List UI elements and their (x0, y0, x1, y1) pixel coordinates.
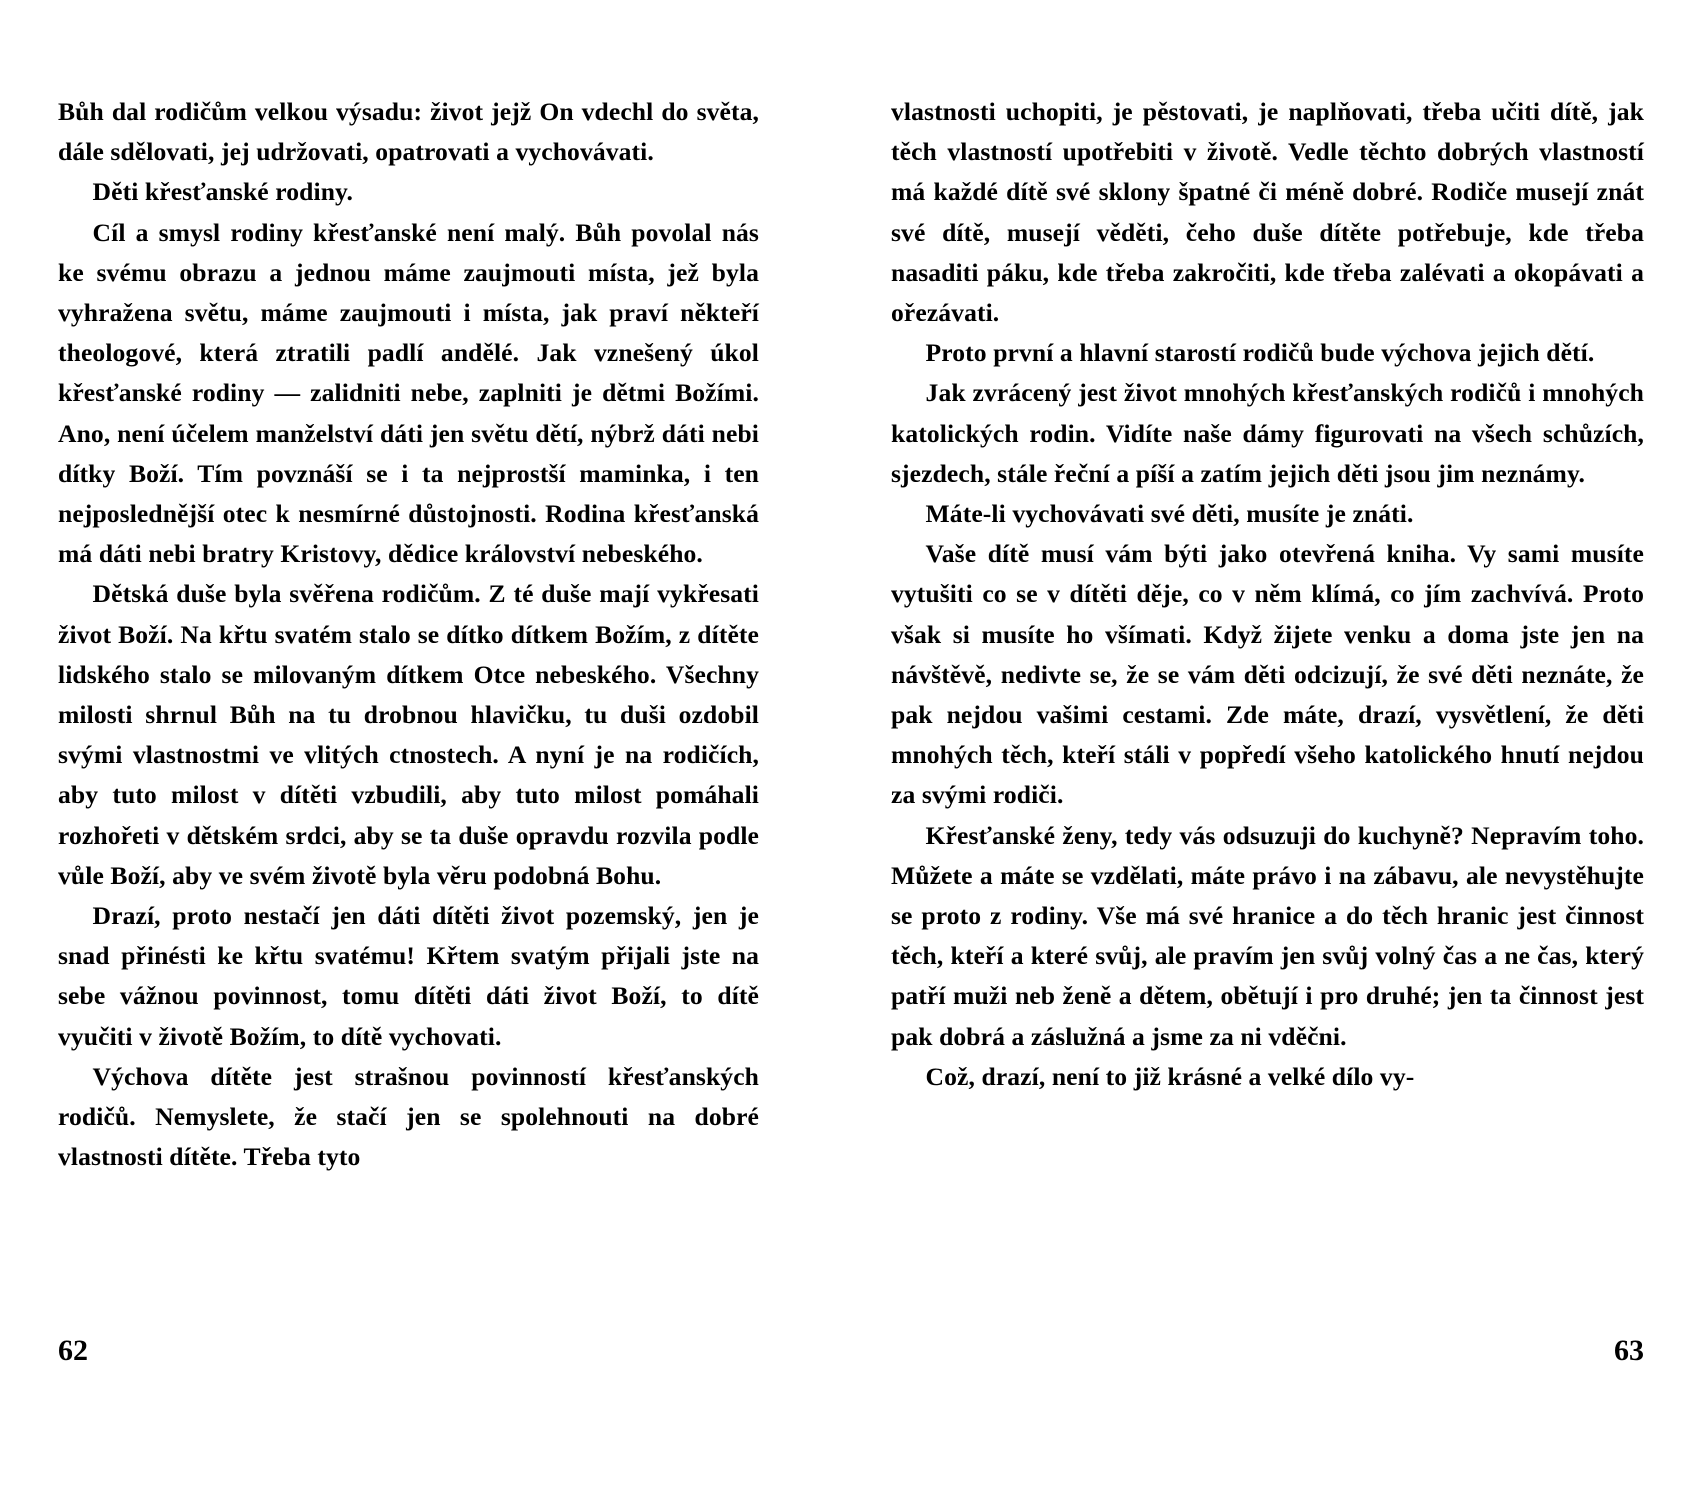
paragraph: vlastnosti uchopiti, je pěstovati, je naplňovati, třeba učiti dítě, jak těch vlastností upotřebiti v životě. Vedle těchto dobrých vlastností má každé dítě své sklony špatné či méně dobré. Rodiče musejí znát své dítě, musejí věděti, čeho duše dítěte potřebuje, kde třeba nasaditi páku, kde třeba zakročiti, kde třeba zalévati a okopávati a ořezávati. (891, 97, 1644, 328)
paragraph: Křesťanské ženy, tedy vás odsuzuji do kuchyně? Nepravím toho. Můžete a máte se vzdělati, máte právo i na zábavu, ale nevystěhujte se proto z rodiny. Vše má své hranice a do těch hranic jest činnost těch, kteří a které svůj, ale pravím jen svůj volný čas a ne čas, který patří muži neb ženě a dětem, obětují i pro druhé; jen ta činnost jest pak dobrá a záslužná a jsme za ni vděčni. (891, 820, 1644, 1051)
paragraph: Jak zvrácený jest život mnohých křesťanských rodičů i mnohých katolických rodin. Vidíte naše dámy figurovati na všech schůzích, sjezdech, stále řeční a píší a zatím jejich děti jsou jim neznámy. (891, 378, 1644, 488)
paragraph: Drazí, proto nestačí jen dáti dítěti život pozemský, jen je snad přinésti ke křtu svatému! Křtem svatým přijali jste na sebe vážnou povinnost, tomu dítěti dáti život Boží, to dítě vyučiti v životě Božím, to dítě vychovati. (58, 901, 759, 1051)
paragraph: Vaše dítě musí vám býti jako otevřená kniha. Vy sami musíte vytušiti co se v dítěti děje, co v něm klímá, co jím zachvívá. Proto však si musíte ho všímati. Když žijete venku a doma jste jen na návštěvě, nedivte se, že se vám děti odcizují, že své děti neznáte, že pak nejdou vašimi cestami. Zde máte, drazí, vysvětlení, že děti mnohých těch, kteří stáli v popředí všeho katolického hnutí nejdou za svými rodiči. (891, 539, 1644, 810)
paragraph: Bůh dal rodičům velkou výsadu: život jejž On vdechl do světa, dále sdělovati, jej udržovati, opatrovati a vychovávati. (58, 97, 759, 167)
text-column-left (58, 92, 759, 1177)
text-column-right (891, 92, 1644, 1097)
page-number-left: 62 (58, 1334, 88, 1367)
paragraph: Výchova dítěte jest strašnou povinností křesťanských rodičů. Nemyslete, že stačí jen se spolehnouti na dobré vlastnosti dítěte. Třeba tyto (58, 1061, 759, 1172)
paragraph: Cíl a smysl rodiny křesťanské není malý. Bůh povolal nás ke svému obrazu a jednou máme zaujmouti místa, jež byla vyhražena světu, máme zaujmouti i místa, jak praví někteří theologové, která ztratili padlí andělé. Jak vznešený úkol křesťanské rodiny — zalidniti nebe, zaplniti je dětmi Božími. Ano, není účelem manželství dáti jen světu dětí, nýbrž dáti nebi dítky Boží. Tím povznáší se i ta nejprostší maminka, i ten nejposlednější otec k nesmírné důstojnosti. Rodina křesťanská má dáti nebi bratry Kristovy, dědice království nebeského. (58, 217, 759, 569)
paragraph: Máte-li vychovávati své děti, musíte je znáti. (925, 499, 1414, 529)
page-number-right: 63 (1614, 1334, 1644, 1367)
paragraph-heading: Děti křesťanské rodiny. (92, 177, 354, 207)
paragraph: Dětská duše byla svěřena rodičům. Z té duše mají vykřesati život Boží. Na křtu svatém stalo se dítko dítkem Božím, z dítěte lidského stalo se milovaným dítkem Otce nebeského. Všechny milosti shrnul Bůh na tu drobnou hlavičku, tu duši ozdobil svými vlastnostmi ve vlitých ctnostech. A nyní je na rodičích, aby tuto milost v dítěti vzbudili, aby tuto milost pomáhali rozhořeti v dětském srdci, aby se ta duše opravdu rozvila podle vůle Boží, aby ve svém životě byla věru podobná Bohu. (58, 579, 759, 890)
page-right (851, 0, 1702, 1500)
paragraph: Což, drazí, není to již krásné a velké dílo vy- (925, 1061, 1415, 1091)
paragraph: Proto první a hlavní starostí rodičů bude výchova jejich dětí. (925, 338, 1595, 368)
